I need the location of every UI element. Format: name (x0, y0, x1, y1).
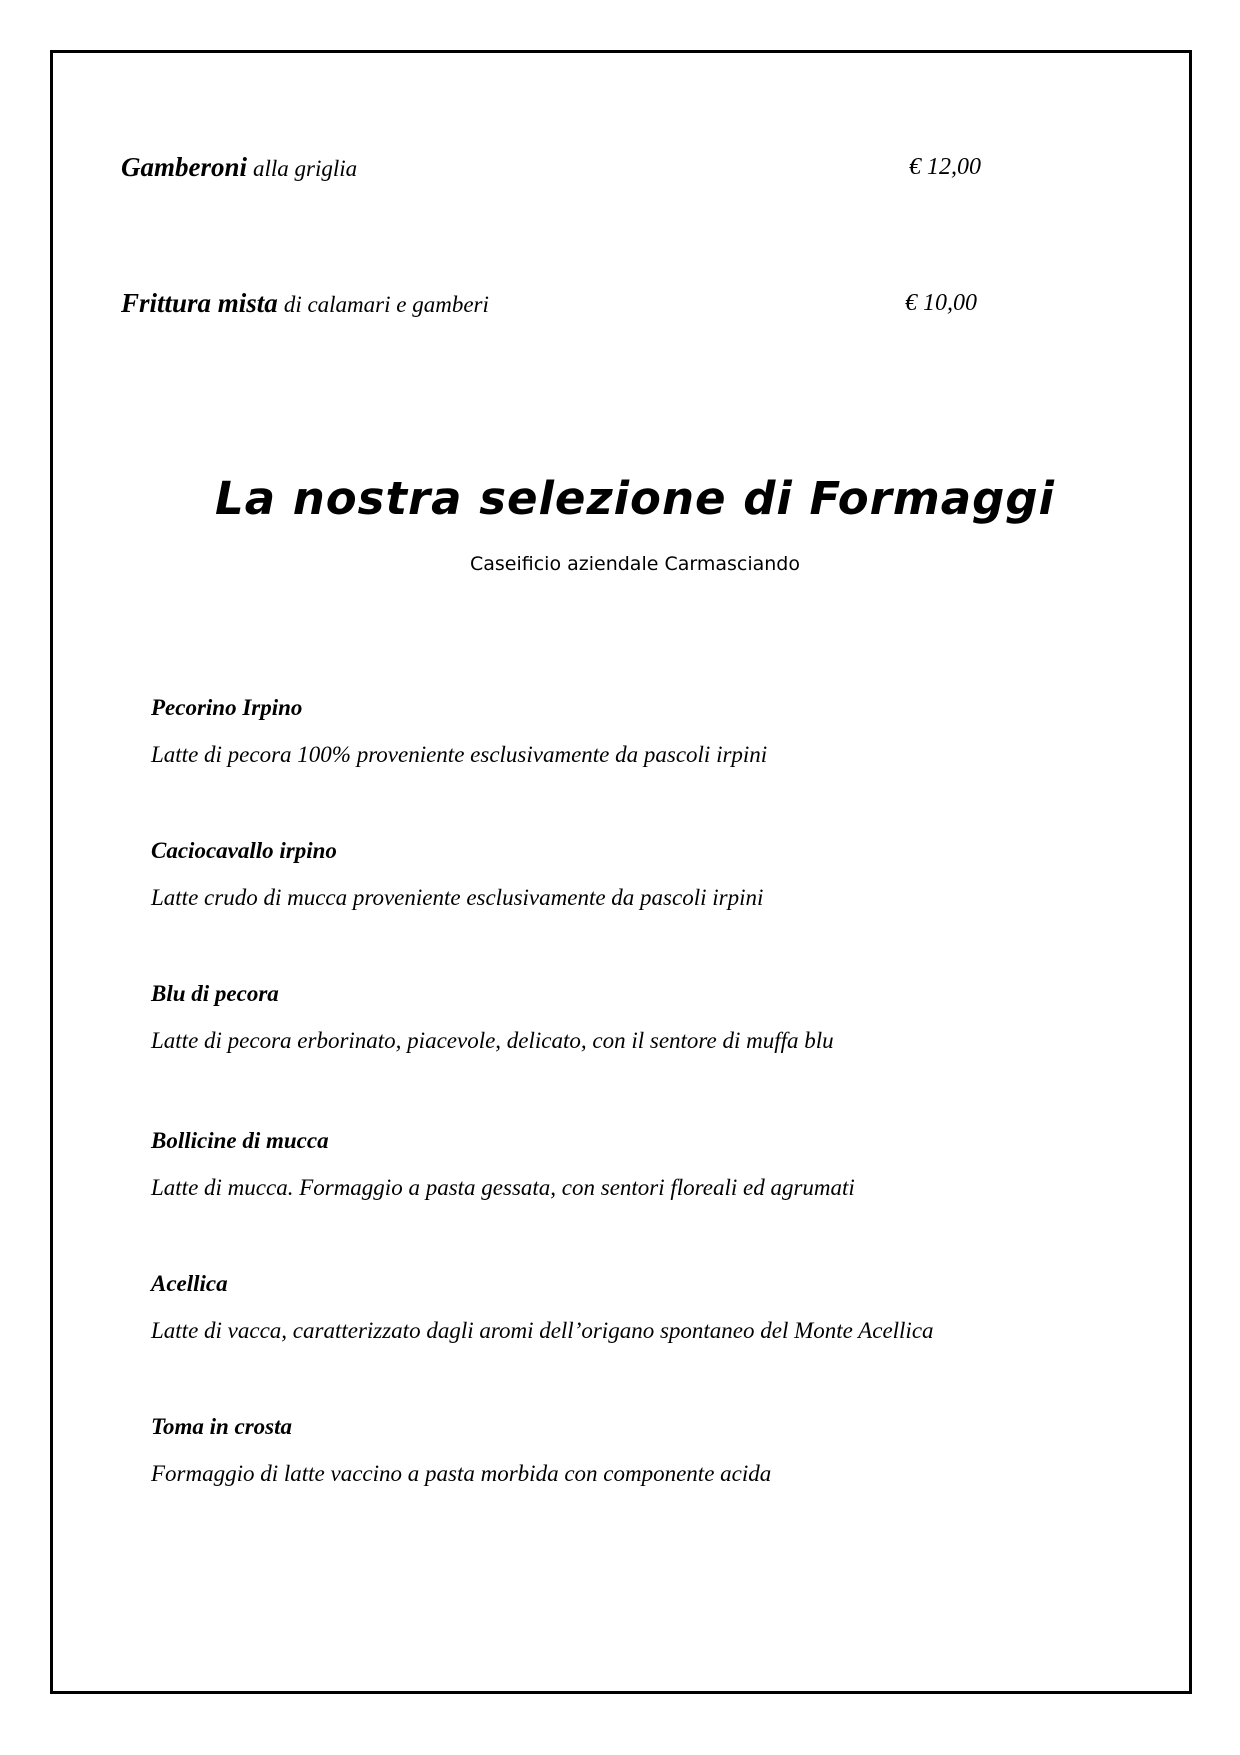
dish-price: € 12,00 (909, 154, 981, 180)
dish-item (121, 152, 981, 192)
cheese-name: Pecorino Irpino (151, 695, 303, 720)
cheese-item (151, 1269, 1051, 1346)
cheese-description: Formaggio di latte vaccino a pasta morbida con componente acida (151, 1461, 772, 1486)
dish-name: Gamberoni (121, 152, 248, 182)
cheese-name: Toma in crosta (151, 1414, 293, 1439)
cheese-item (151, 693, 1051, 770)
dish-item (121, 288, 981, 328)
dish-description: alla griglia (253, 156, 358, 181)
cheese-description: Latte di vacca, caratterizzato dagli aromi dell’origano spontaneo del Monte Acellica (151, 1318, 934, 1343)
dish-price: € 10,00 (905, 290, 977, 316)
cheese-name: Blu di pecora (151, 981, 279, 1006)
cheese-description: Latte crudo di mucca proveniente esclusivamente da pascoli irpini (151, 885, 764, 910)
cheese-name: Acellica (151, 1271, 228, 1296)
cheese-description: Latte di mucca. Formaggio a pasta gessata, con sentori floreali ed agrumati (151, 1175, 855, 1200)
cheese-item (151, 1126, 1051, 1203)
cheese-description: Latte di pecora erborinato, piacevole, delicato, con il sentore di muffa blu (151, 1028, 834, 1053)
cheese-item (151, 836, 1051, 913)
cheese-item (151, 1412, 1051, 1489)
dish-name: Frittura mista (121, 288, 278, 318)
cheese-name: Bollicine di mucca (151, 1128, 329, 1153)
cheese-description: Latte di pecora 100% proveniente esclusivamente da pascoli irpini (151, 742, 768, 767)
section-subtitle: Caseificio aziendale Carmasciando (469, 553, 800, 575)
cheese-item (151, 979, 1051, 1056)
cheese-name: Caciocavallo irpino (151, 838, 337, 863)
section-title: La nostra selezione di Formaggi (215, 472, 1055, 525)
dish-description: di calamari e gamberi (283, 292, 489, 317)
